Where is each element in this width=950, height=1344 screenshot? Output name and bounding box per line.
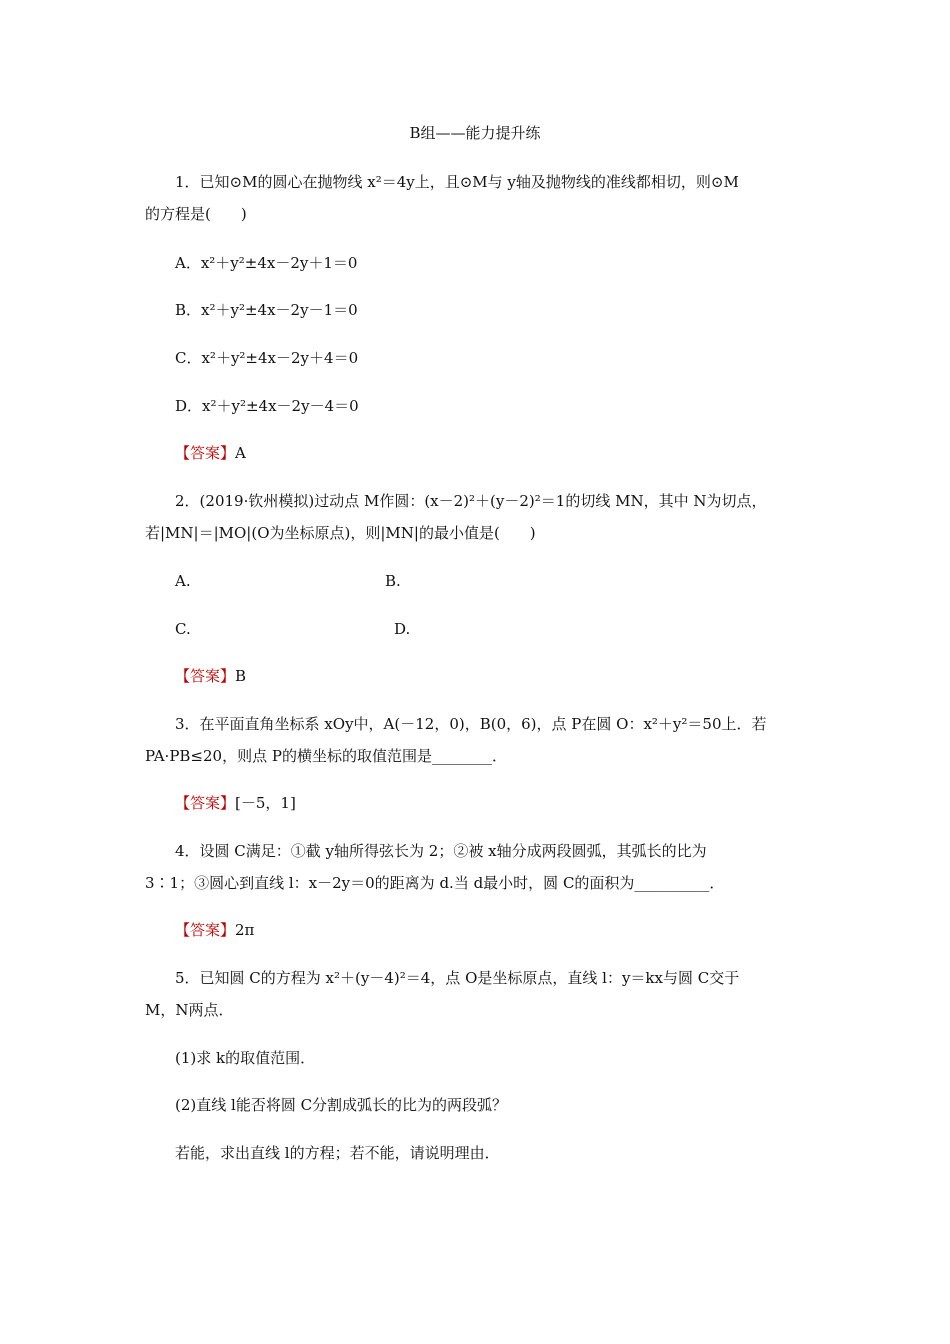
q5-stem-line1: 5．已知圆 C的方程为 x²＋(y－4)²＝4，点 O是坐标原点，直线 l：y＝kx与圆 C交于 — [175, 969, 740, 987]
q2-stem-line1: 2．(2019·钦州模拟)过动点 M作圆：(x－2)²＋(y－2)²＝1的切线 MN，其中 N为切点， — [175, 492, 767, 510]
q4-answer: 2π — [235, 921, 255, 939]
q2-stem-line2: 若|MN|＝|MO|(O为坐标原点)，则|MN|的最小值是( ) — [145, 524, 536, 542]
q1-stem-line1: 1．已知⊙M的圆心在抛物线 x²＝4y上，且⊙M与 y轴及抛物线的准线都相切，则⊙M — [175, 173, 739, 191]
answer-label: 【答案】 — [175, 667, 236, 685]
q5-part2: (2)直线 l能否将圆 C分割成弧长的比为的两段弧？ — [175, 1096, 508, 1114]
q4-stem-line2: 3∶1；③圆心到直线 l：x－2y＝0的距离为 d.当 d最小时，圆 C的面积为__________． — [145, 874, 725, 892]
q5-part1: (1)求 k的取值范围． — [175, 1049, 316, 1067]
q3-answer: [－5，1] — [235, 794, 296, 812]
q2-answer: B — [235, 667, 247, 685]
q1-answer-row — [175, 443, 246, 463]
q1-stem-line2: 的方程是( ) — [145, 205, 247, 223]
q1-option-b: B．x²＋y²±4x－2y－1＝0 — [175, 301, 358, 319]
q5-part3: 若能，求出直线 l的方程；若不能，请说明理由． — [175, 1144, 500, 1162]
section-title: B组——能力提升练 — [409, 124, 541, 142]
q2-option-b: B. — [385, 572, 401, 590]
answer-label: 【答案】 — [175, 444, 236, 462]
q2-option-d: D. — [394, 620, 411, 638]
q1-answer: A — [235, 444, 246, 462]
q4-stem-line1: 4．设圆 C满足：①截 y轴所得弦长为 2；②被 x轴分成两段圆弧，其弧长的比为 — [175, 842, 707, 860]
q1-option-c: C．x²＋y²±4x－2y＋4＝0 — [175, 349, 359, 367]
answer-label: 【答案】 — [175, 921, 236, 939]
q2-answer-row — [175, 666, 246, 686]
q3-stem-line1: 3．在平面直角坐标系 xOy中，A(－12，0)，B(0，6)，点 P在圆 O：x²＋y²＝50上．若 — [175, 715, 767, 733]
q4-answer-row — [175, 920, 254, 940]
answer-label: 【答案】 — [175, 794, 236, 812]
q2-option-a: A. — [175, 572, 191, 590]
q1-option-d: D．x²＋y²±4x－2y－4＝0 — [175, 397, 359, 415]
q2-option-c: C. — [175, 620, 191, 638]
q1-option-a: A．x²＋y²±4x－2y＋1＝0 — [175, 254, 358, 272]
q3-stem-line2: PA·PB≤20，则点 P的横坐标的取值范围是________． — [145, 747, 507, 765]
q5-stem-line2: M，N两点． — [145, 1001, 234, 1019]
q3-answer-row — [175, 793, 296, 813]
